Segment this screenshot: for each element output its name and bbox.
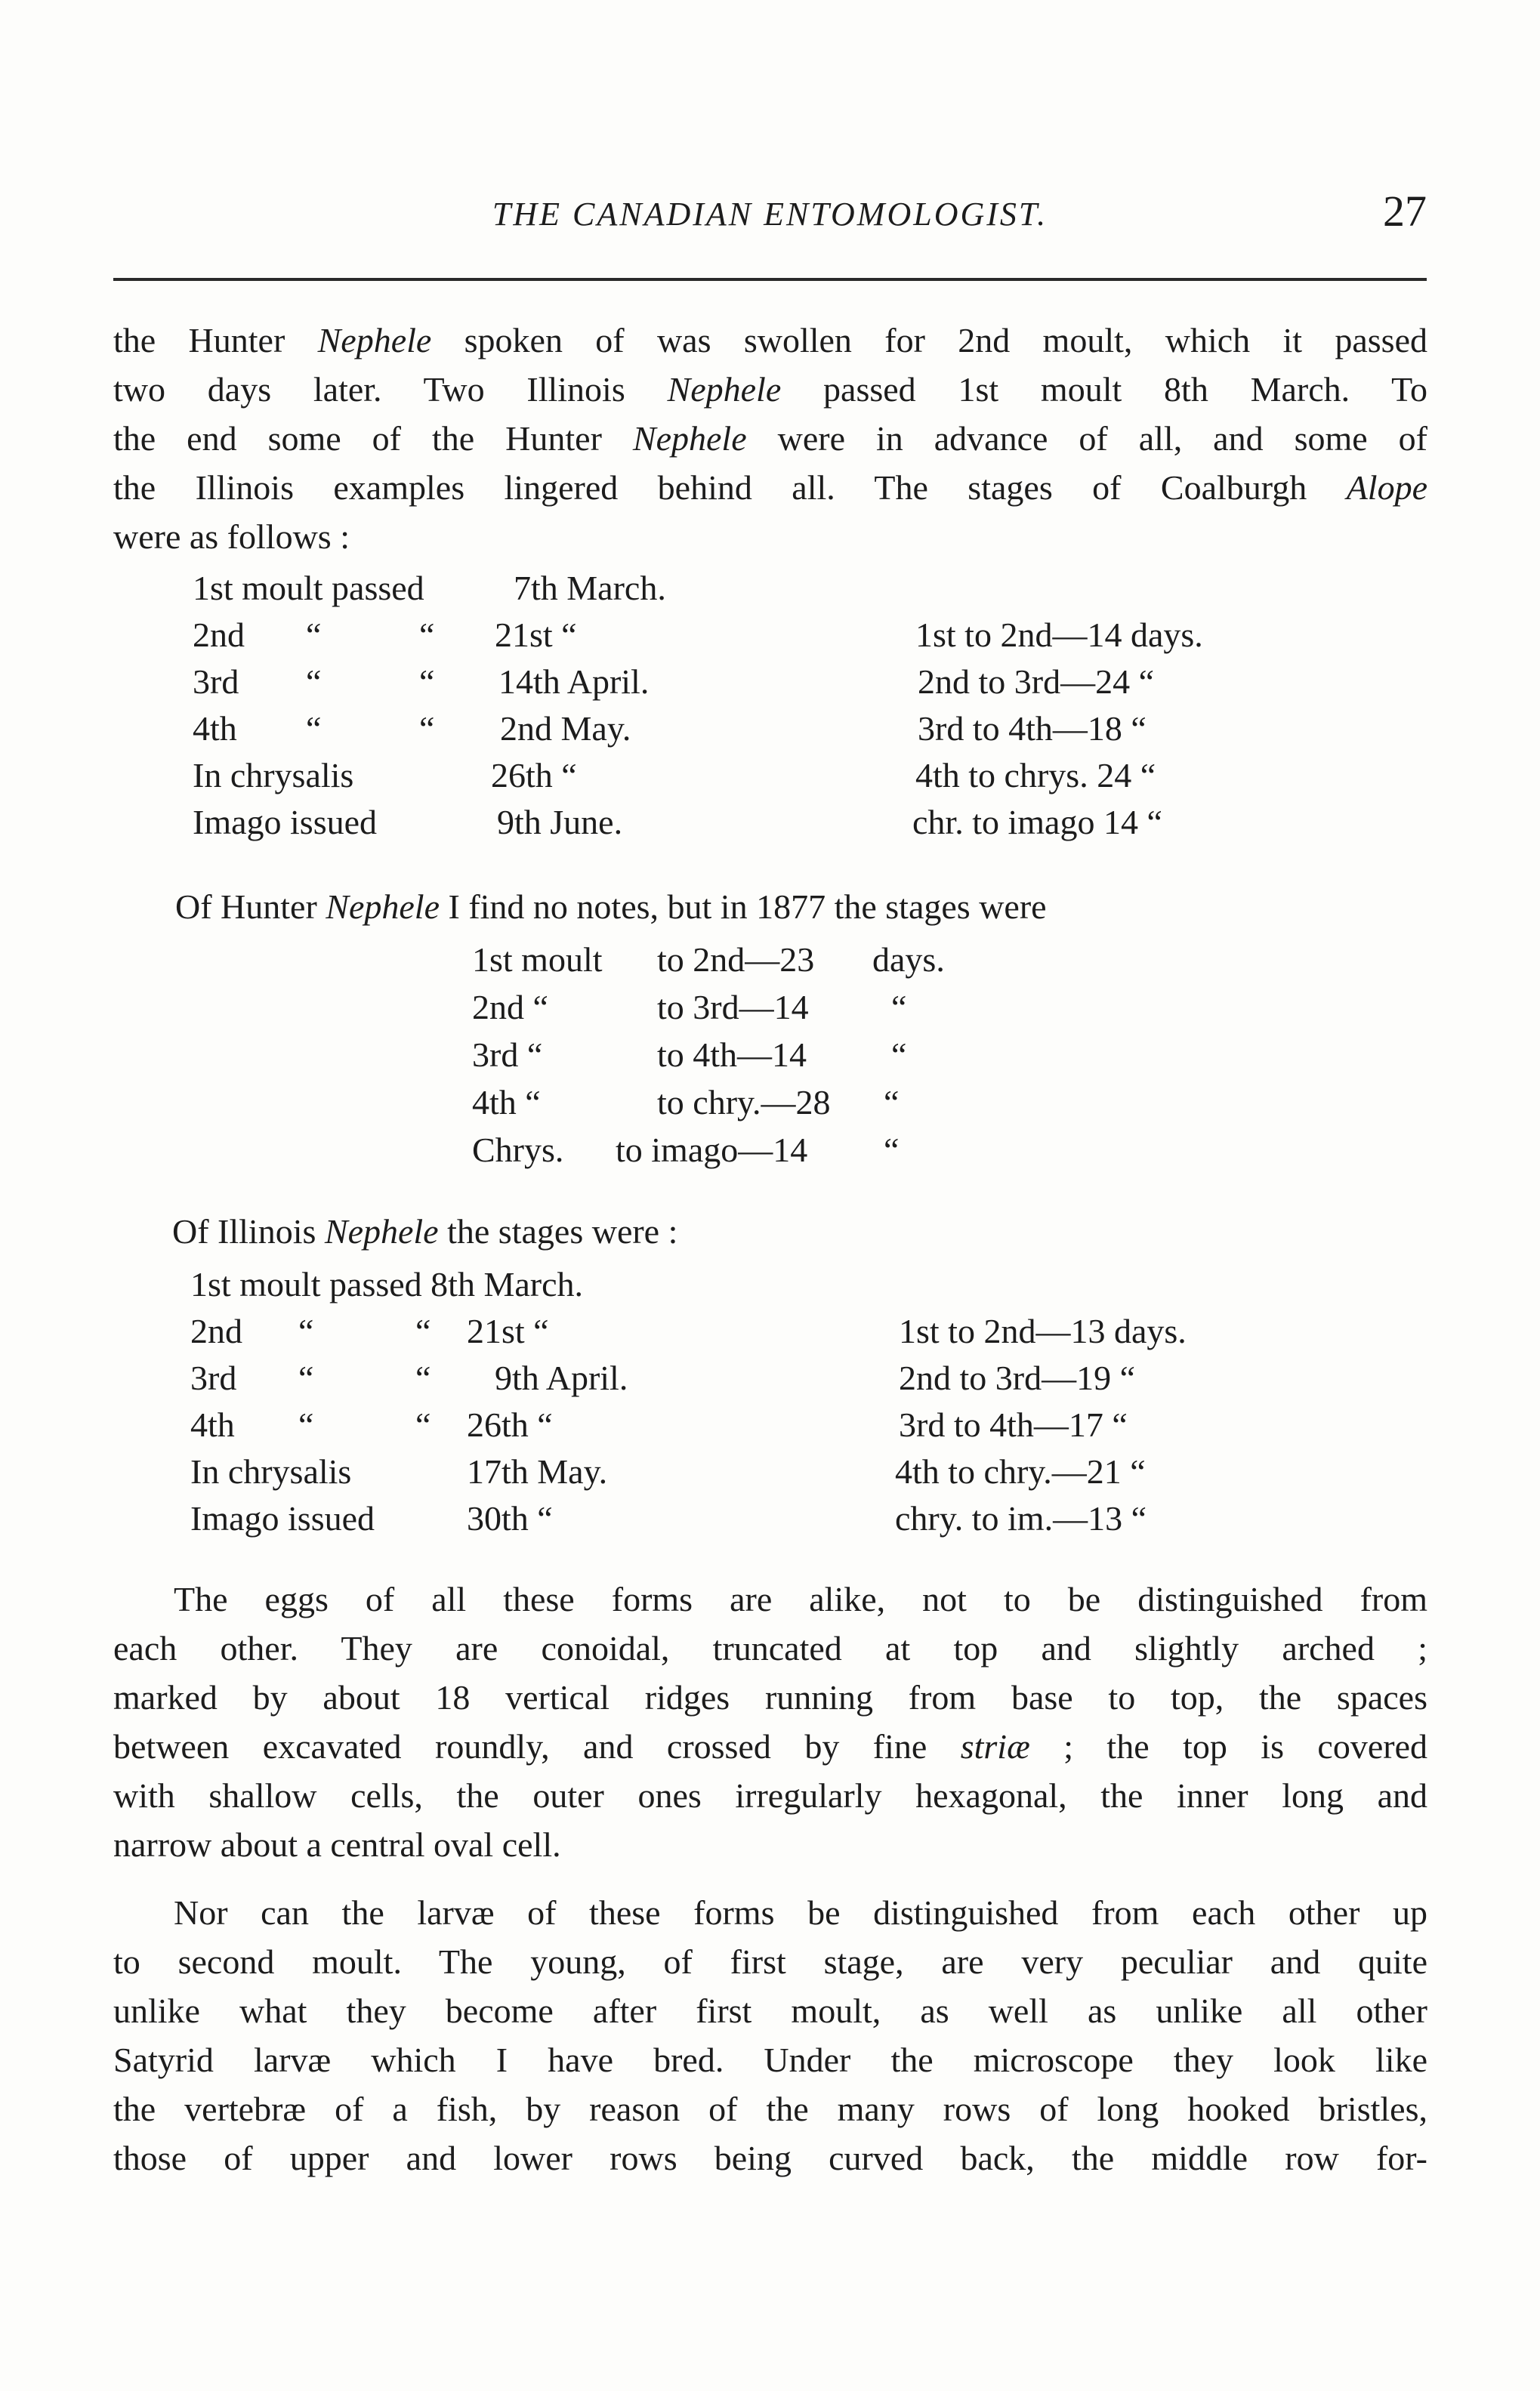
stage-cell: Imago issued (190, 1499, 375, 1538)
date-cell: 2nd May. (500, 709, 631, 748)
paragraph-line: the vertebræ of a fish, by reason of the many rows of long hooked bristles, (113, 2090, 1427, 2128)
stage-cell: 4th (190, 1405, 235, 1444)
date-cell: 26th “ (467, 1405, 553, 1444)
stage-cell: 3rd (193, 662, 239, 701)
paragraph-line: the Illinois examples lingered behind all. The stages of Coalburgh Alope (113, 468, 1427, 507)
interval-cell: 1st to 2nd—13 days. (899, 1312, 1187, 1350)
date-cell: 7th March. (514, 569, 666, 607)
stage-cell: 2nd “ (472, 988, 548, 1026)
date-cell: 21st “ (467, 1312, 549, 1350)
paragraph-line: marked by about 18 vertical ridges running from base to top, the spaces (113, 1678, 1427, 1717)
interval-cell: 4th to chrys. 24 “ (915, 756, 1156, 794)
interval-cell: to chry.—28 (657, 1083, 831, 1121)
ditto-mark: “ (306, 615, 322, 654)
unit-cell: “ (891, 1035, 907, 1074)
interval-cell: to 3rd—14 (657, 988, 809, 1026)
paragraph-line: narrow about a central oval cell. (113, 1825, 561, 1864)
ditto-mark: “ (306, 662, 322, 701)
stage-cell: 1st moult passed (193, 569, 424, 607)
interval-cell: 1st to 2nd—14 days. (915, 615, 1203, 654)
interval-cell: to 2nd—23 (657, 940, 815, 979)
ditto-mark: “ (415, 1359, 431, 1397)
interval-cell: to imago—14 (616, 1131, 808, 1169)
interval-cell: 2nd to 3rd—24 “ (918, 662, 1155, 701)
date-cell: 14th April. (498, 662, 650, 701)
stage-cell: In chrysalis (193, 756, 354, 794)
paragraph-line: those of upper and lower rows being curved back, the middle row for- (113, 2139, 1427, 2177)
running-header (113, 187, 1427, 248)
ditto-mark: “ (298, 1312, 314, 1350)
paragraph-line: two days later. Two Illinois Nephele passed 1st moult 8th March. To (113, 370, 1427, 409)
journal-title: THE CANADIAN ENTOMOLOGIST. (492, 196, 1048, 233)
paragraph-line: each other. They are conoidal, truncated at top and slightly arched ; (113, 1629, 1427, 1668)
date-cell: 26th “ (491, 756, 577, 794)
interval-cell: 4th to chry.—21 “ (895, 1452, 1146, 1491)
date-cell: 21st “ (495, 615, 577, 654)
interval-cell: 3rd to 4th—17 “ (899, 1405, 1128, 1444)
date-cell: 9th June. (497, 803, 623, 841)
unit-cell: days. (872, 940, 945, 979)
hunter-intro: Of Hunter Nephele I find no notes, but in 1877 the stages were (175, 887, 1047, 926)
unit-cell: “ (884, 1131, 900, 1169)
paragraph-line: were as follows : (113, 517, 350, 556)
date-cell: 30th “ (467, 1499, 553, 1538)
paragraph-line: to second moult. The young, of first stage, are very peculiar and quite (113, 1942, 1427, 1981)
date-cell: 17th May. (467, 1452, 608, 1491)
stage-cell: 3rd “ (472, 1035, 543, 1074)
ditto-mark: “ (415, 1405, 431, 1444)
paragraph-line: unlike what they become after first moult, as well as unlike all other (113, 1991, 1427, 2030)
paragraph-line: between excavated roundly, and crossed by fine striæ ; the top is covered (113, 1727, 1427, 1766)
ditto-mark: “ (419, 662, 435, 701)
stage-cell: Imago issued (193, 803, 378, 841)
ditto-mark: “ (419, 709, 435, 748)
interval-cell: chr. to imago 14 “ (912, 803, 1162, 841)
stage-cell: 3rd (190, 1359, 237, 1397)
paragraph-line: The eggs of all these forms are alike, not to be distinguished from (174, 1580, 1427, 1618)
ditto-mark: “ (419, 615, 435, 654)
stage-cell: 2nd (193, 615, 245, 654)
paragraph-line: the end some of the Hunter Nephele were in advance of all, and some of (113, 419, 1427, 458)
ditto-mark: “ (298, 1405, 314, 1444)
ditto-mark: “ (298, 1359, 314, 1397)
stage-cell: 1st moult (472, 940, 603, 979)
stage-cell: 1st moult passed 8th March. (190, 1265, 583, 1303)
unit-cell: “ (891, 988, 907, 1026)
paragraph-line: the Hunter Nephele spoken of was swollen for 2nd moult, which it passed (113, 321, 1428, 359)
page-number: 27 (1383, 187, 1427, 236)
stage-cell: In chrysalis (190, 1452, 352, 1491)
paragraph-line: Satyrid larvæ which I have bred. Under the microscope they look like (113, 2041, 1427, 2079)
interval-cell: chry. to im.—13 “ (895, 1499, 1147, 1538)
paragraph-line: with shallow cells, the outer ones irregularly hexagonal, the inner long and (113, 1776, 1427, 1815)
interval-cell: 2nd to 3rd—19 “ (899, 1359, 1136, 1397)
ditto-mark: “ (306, 709, 322, 748)
stage-cell: Chrys. (472, 1131, 564, 1169)
illinois-intro: Of Illinois Nephele the stages were : (172, 1212, 678, 1251)
paragraph-line: Nor can the larvæ of these forms be distinguished from each other up (174, 1893, 1427, 1932)
interval-cell: 3rd to 4th—18 “ (918, 709, 1147, 748)
stage-cell: 4th (193, 709, 237, 748)
unit-cell: “ (884, 1083, 900, 1121)
stage-cell: 4th “ (472, 1083, 541, 1121)
date-cell: 9th April. (495, 1359, 628, 1397)
interval-cell: to 4th—14 (657, 1035, 807, 1074)
ditto-mark: “ (415, 1312, 431, 1350)
stage-cell: 2nd (190, 1312, 242, 1350)
header-rule (113, 278, 1427, 281)
